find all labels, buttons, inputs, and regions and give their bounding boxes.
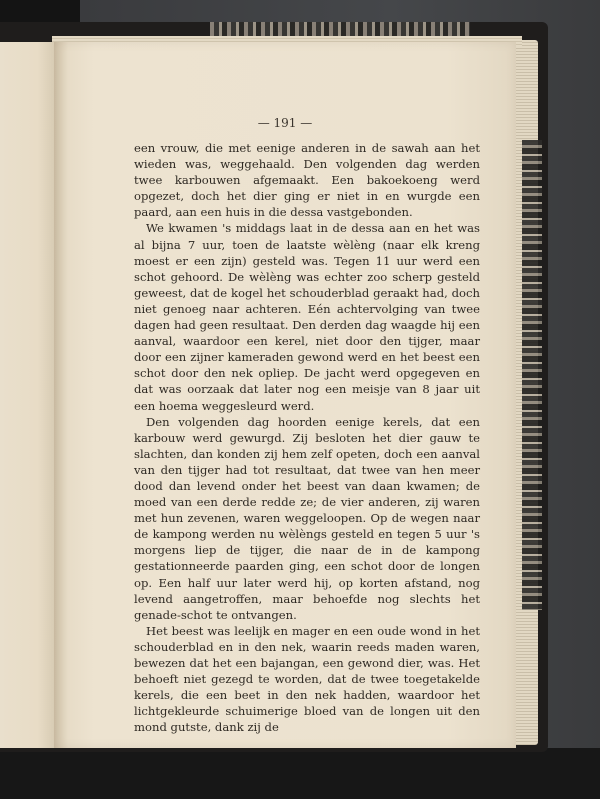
marbled-endpaper	[522, 140, 542, 610]
left-page	[0, 42, 54, 748]
cover-marbled-edge	[210, 22, 470, 36]
paragraph: We kwamen 's middags laat in de dessa aan en het was al bijna 7 uur, toen de laatste wèlèng (naar elk kreng moest er een zijn) gesteld was. Tegen 11 uur werd een schot gehoord. De wèlèng was echter zoo scherp gesteld geweest, dat de kogel het schouderblad geraakt had, doch niet genoeg naar achteren. Eén achtervolging van twee dagen had geen resultaat. Den derden dag waagde hij een aanval, waardoor een kerel, niet door den tijger, maar door een zijner kameraden gewond werd en het beest een schot door den nek opliep. De jacht werd opgegeven en dat was oorzaak dat later nog een meisje van 8 jaar uit een hoema weggesleurd werd.	[134, 221, 480, 413]
paragraph: een vrouw, die met eenige anderen in de sawah aan het wieden was, weggehaald. Den volgenden dag werden twee karbouwen afgemaakt. Een bakoekoeng werd opgezet, doch het dier ging er niet in en wurgde een paard, aan een huis in die dessa vastgebonden.	[134, 141, 480, 220]
book-page	[54, 42, 516, 748]
page-number: — 191 —	[257, 116, 313, 130]
paragraph: Het beest was leelijk en mager en een oude wond in het schouderblad en in den nek, waarin reeds maden waren, bewezen dat het een bajangan, een gewond dier, was. Het behoeft niet gezegd te worden, dat de twee toegetakelde kerels, die een beet in den nek hadden, waardoor het lichtgekleurde schuimerige bloed van de longen uit den mond gutste, dank zij de	[134, 623, 480, 735]
background-bottom	[0, 748, 600, 799]
page-body-text	[134, 140, 480, 735]
paragraph: Den volgenden dag hoorden eenige kerels, dat een karbouw werd gewurgd. Zij besloten het dier gauw te slachten, dan konden zij hem zelf opeten, doch een aanval van den tijger had tot resultaat, dat twee van hen meer dood dan levend onder het beest van daan kwamen; de moed van een derde redde ze; de vier anderen, zij waren met hun zevenen, waren weggeloopen. Op de wegen naar de kampong werden nu wèlèngs gesteld en tegen 5 uur 's morgens liep de tijger, die naar de in de kampong gestationneerde paarden ging, een schot door de longen op. Een half uur later werd hij, op korten afstand, nog levend aangetroffen, maar behoefde nog slechts het genade-schot te ontvangen.	[134, 414, 480, 622]
